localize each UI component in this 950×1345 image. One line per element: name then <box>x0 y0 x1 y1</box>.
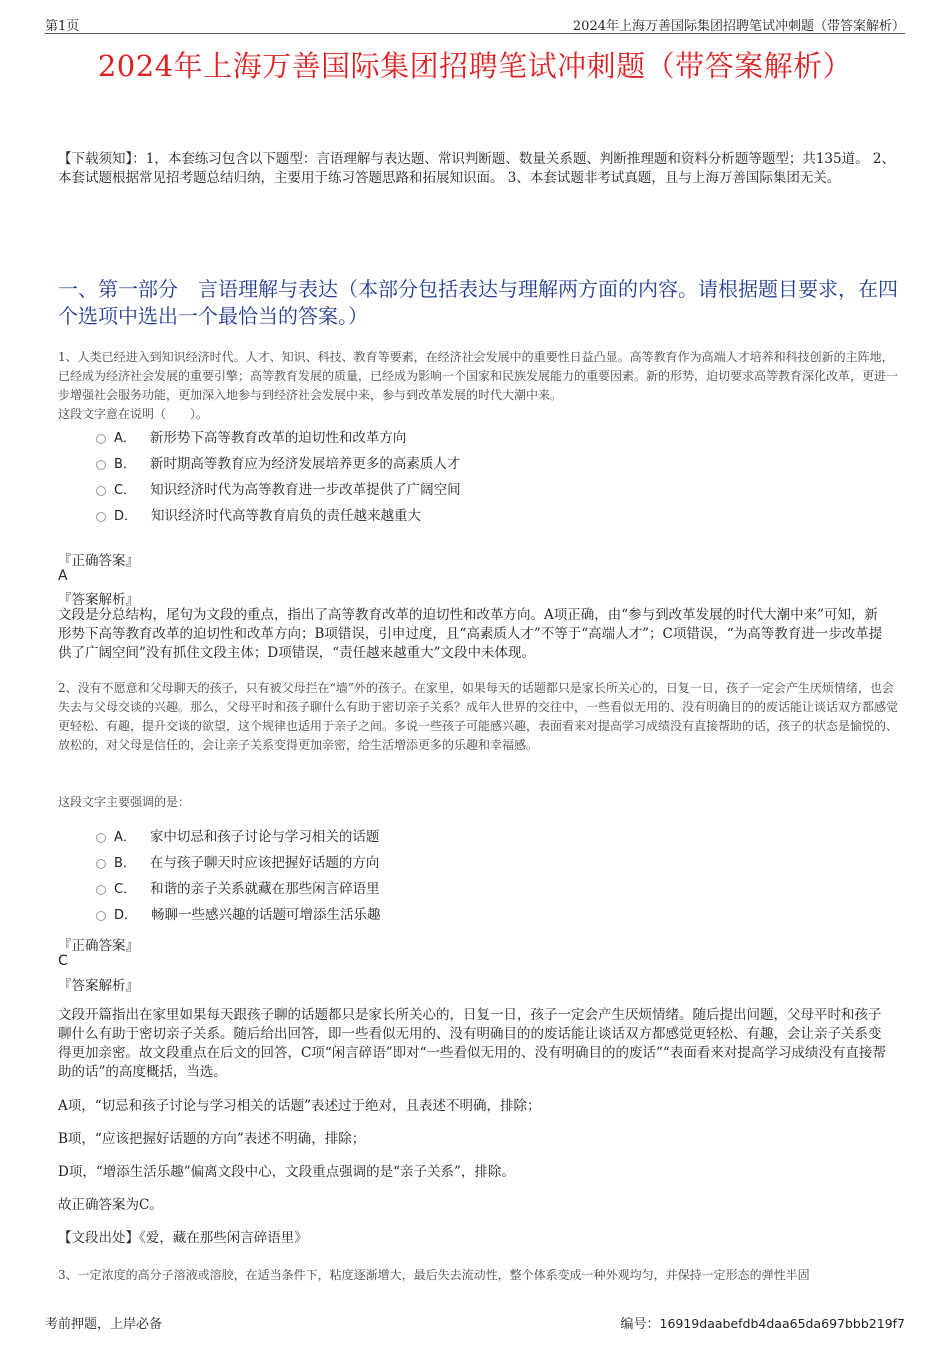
q2-option-d[interactable]: D． 畅聊一些感兴趣的话题可增添生活乐趣 <box>96 904 381 926</box>
q1-option-d[interactable]: D． 知识经济时代高等教育肩负的责任越来越重大 <box>96 505 421 527</box>
question-2-text: 2、没有不愿意和父母聊天的孩子，只有被父母拦在“墙”外的孩子。在家里，如果每天的话题都只是家长所关心的，日复一日，孩子一定会产生厌烦情绪，也会失去与父母交谈的兴趣。那么，父母平时和孩子聊什么有助于密切亲子关系？成年人世界的交往中，一些看似无用的、没有明确目的的废话能让谈话双方都感觉更轻松、有趣，提升交谈的欲望，这个规律也适用于亲子之间。多说一些孩子可能感兴趣，表面看来对提高学习成绩没有直接帮助的话，孩子的状态是愉悦的、放松的，对父母是信任的，会让亲子关系变得更加亲密，给生活增添更多的乐趣和幸福感。 <box>58 681 899 752</box>
q2-answer: C <box>58 953 68 969</box>
q1-option-a[interactable]: A． 新形势下高等教育改革的迫切性和改革方向 <box>96 427 406 449</box>
header-rule <box>45 33 905 34</box>
footer-code: 编号：16919daabefdb4daa65da697bbb219f7 <box>620 1316 905 1332</box>
radio-icon[interactable] <box>96 486 106 496</box>
radio-icon[interactable] <box>96 911 106 921</box>
q1-answer: A <box>58 568 68 584</box>
q1-correct-label: 『正确答案』 <box>58 553 139 569</box>
download-notice: 【下载须知】：1，本套练习包含以下题型：言语理解与表达题、常识判断题、数量关系题、判断推理题和资料分析题等题型；共135道。 2、本套试题根据常见招考题总结归纳，主要用于练习答题思路和拓展知识面。 3、本套试题非考试真题，且与上海万善国际集团无关。 <box>58 151 895 186</box>
radio-icon[interactable] <box>96 859 106 869</box>
page-number: 第1页 <box>45 19 80 34</box>
q2-analysis: 文段开篇指出在家里如果每天跟孩子聊的话题都只是家长所关心的，日复一日，孩子一定会产生厌烦情绪。随后提出问题，父母平时和孩子聊什么有助于密切亲子关系。随后给出回答，即一些看似无用的、没有明确目的的废话能让谈话双方都感觉更轻松、有趣，会让亲子关系变得更加亲密。故文段重点在后文的回答，C项“闲言碎语”即对“一些看似无用的、没有明确目的的废话”“表面看来对提高学习成绩没有直接帮助的话”的高度概括，当选。 <box>58 1007 886 1080</box>
footer-slogan: 考前押题，上岸必备 <box>45 1317 163 1332</box>
q2-note-a: A项，“切忌和孩子讨论与学习相关的话题”表述过于绝对，且表述不明确，排除； <box>58 1098 541 1114</box>
q2-analysis-label: 『答案解析』 <box>58 978 139 994</box>
question-1-stem <box>58 348 903 424</box>
q1-option-c[interactable]: C． 知识经济时代为高等教育进一步改革提供了广阔空间 <box>96 479 461 501</box>
q2-option-c[interactable]: C． 和谐的亲子关系就藏在那些闲言碎语里 <box>96 878 380 900</box>
question-2-prompt: 这段文字主要强调的是： <box>58 795 191 809</box>
running-title: 2024年上海万善国际集团招聘笔试冲刺题（带答案解析） <box>572 19 905 34</box>
radio-icon[interactable] <box>96 833 106 843</box>
q2-option-b[interactable]: B． 在与孩子聊天时应该把握好话题的方向 <box>96 852 379 874</box>
question-1-text: 1、人类已经进入到知识经济时代。人才、知识、科技、教育等要素，在经济社会发展中的重要性日益凸显。高等教育作为高端人才培养和科技创新的主阵地，已经成为经济社会发展的重要引擎；高等教育发展的质量，已经成为影响一个国家和民族发展能力的重要因素。新的形势，迫切要求高等教育深化改革，更进一步增强社会服务功能，更加深入地参与到经济社会发展中来，参与到改革发展的时代大潮中来。 <box>58 350 899 402</box>
question-3-stem: 3、一定浓度的高分子溶液或溶胶，在适当条件下，粘度逐渐增大，最后失去流动性，整个体系变成一种外观均匀，并保持一定形态的弹性半固 <box>58 1268 810 1282</box>
radio-icon[interactable] <box>96 434 106 444</box>
question-2-stem <box>58 679 903 755</box>
q2-source: 【文段出处】《爱，藏在那些闲言碎语里》 <box>58 1230 308 1246</box>
page-title: 2024年上海万善国际集团招聘笔试冲刺题（带答案解析） <box>97 49 853 83</box>
q2-correct-label: 『正确答案』 <box>58 938 139 954</box>
section-title: 一、第一部分 言语理解与表达（本部分包括表达与理解两方面的内容。请根据题目要求，在四个选项中选出一个最恰当的答案。） <box>58 277 898 328</box>
q1-option-b[interactable]: B． 新时期高等教育应为经济发展培养更多的高素质人才 <box>96 453 460 475</box>
q1-analysis-label: 『答案解析』 <box>58 592 139 608</box>
radio-icon[interactable] <box>96 460 106 470</box>
radio-icon[interactable] <box>96 512 106 522</box>
q2-note-d: D项，“增添生活乐趣”偏离文段中心，文段重点强调的是“亲子关系”，排除。 <box>58 1164 515 1180</box>
radio-icon[interactable] <box>96 885 106 895</box>
q2-note-b: B项，“应该把握好话题的方向”表述不明确，排除； <box>58 1131 366 1147</box>
question-1-prompt: 这段文字意在说明（ ）。 <box>58 407 209 421</box>
q1-analysis: 文段是分总结构，尾句为文段的重点，指出了高等教育改革的迫切性和改革方向。A项正确，由“参与到改革发展的时代大潮中来”可知，新形势下高等教育改革的迫切性和改革方向；B项错误，引申过度，且“高素质人才”不等于“高端人才”；C项错误，“为高等教育进一步改革提供了广阔空间”没有抓住文段主体；D项错误，“责任越来越重大”文段中未体现。 <box>58 607 883 661</box>
q2-conclusion: 故正确答案为C。 <box>58 1197 163 1213</box>
q2-option-a[interactable]: A． 家中切忌和孩子讨论与学习相关的话题 <box>96 826 379 848</box>
